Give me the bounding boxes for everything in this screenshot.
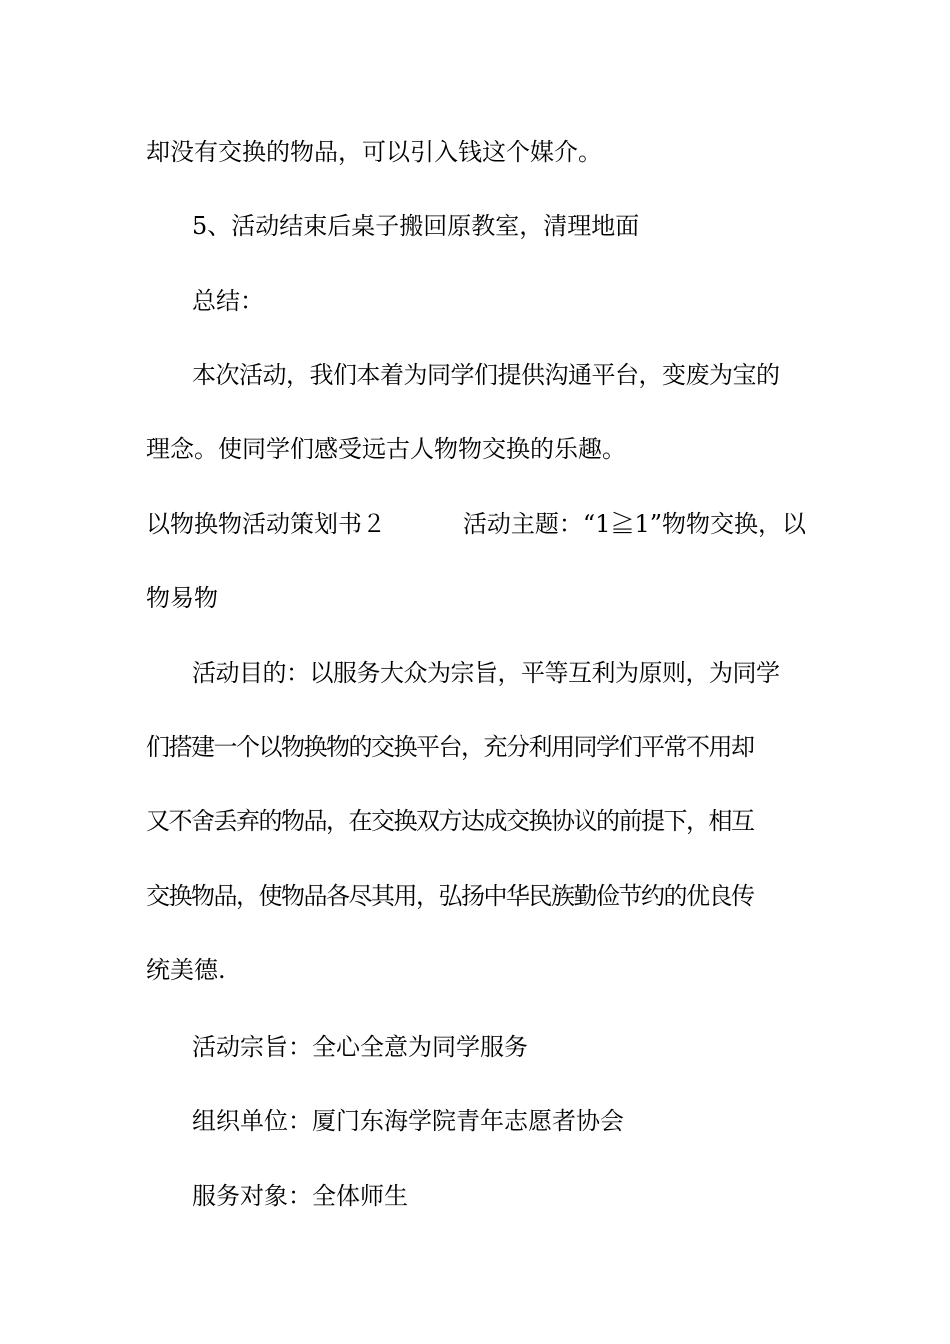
paragraph-line: 统美德.: [146, 956, 226, 984]
paragraph-line: 活动目的：以服务大众为宗旨，平等互利为原则，为同学: [192, 659, 780, 687]
heading-line: [146, 508, 806, 540]
paragraph-line: 们搭建一个以物换物的交换平台，充分利用同学们平常不用却: [146, 733, 754, 761]
paragraph-line: 组织单位：厦门东海学院青年志愿者协会: [192, 1107, 624, 1135]
paragraph-line: 物易物: [146, 584, 218, 612]
paragraph-line: 却没有交换的物品，可以引入钱这个媒介。: [146, 138, 602, 166]
paragraph-line: 5、活动结束后桌子搬回原教室，清理地面: [192, 212, 640, 240]
paragraph-line: 服务对象：全体师生: [192, 1182, 408, 1210]
paragraph-line: 总结：: [192, 287, 264, 315]
paragraph-line: 又不舍丢弃的物品，在交换双方达成交换协议的前提下，相互: [146, 807, 754, 835]
paragraph-line: 理念。使同学们感受远古人物物交换的乐趣。: [146, 435, 626, 463]
paragraph-line: 活动宗旨：全心全意为同学服务: [192, 1033, 528, 1061]
section-title: 以物换物活动策划书２: [146, 510, 386, 538]
paragraph-line: 交换物品，使物品各尽其用，弘扬中华民族勤俭节约的优良传: [146, 882, 754, 910]
paragraph-line: 本次活动，我们本着为同学们提供沟通平台，变废为宝的: [192, 361, 780, 389]
activity-theme: 活动主题：“1≧1”物物交换，以: [462, 510, 806, 538]
